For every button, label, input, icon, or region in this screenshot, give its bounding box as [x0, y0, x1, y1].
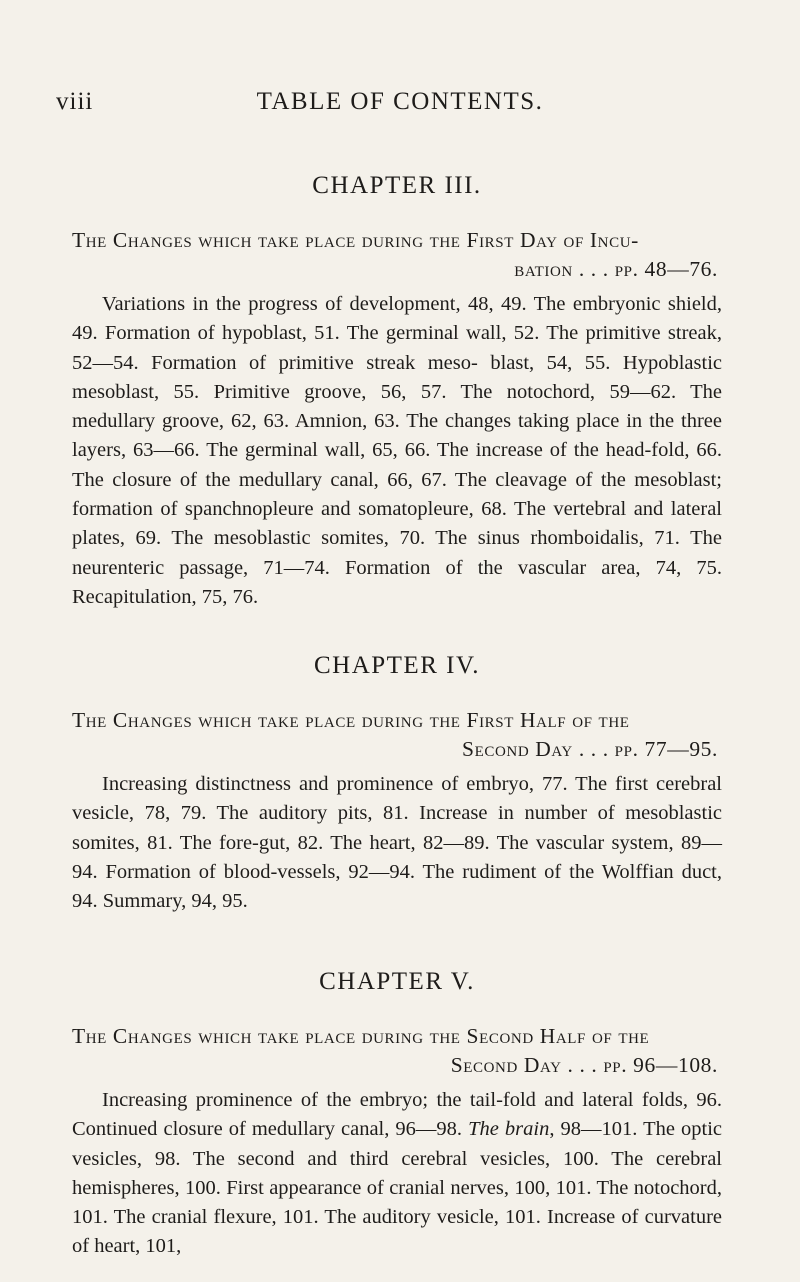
- running-title: TABLE OF CONTENTS.: [256, 88, 544, 115]
- chapter-subject-line1: The Changes which take place during the First Half of the: [72, 708, 630, 732]
- chapter-5-entry: [72, 968, 722, 1282]
- chapter-heading: CHAPTER V.: [319, 968, 475, 995]
- chapter-subject-line1: The Changes which take place during the Second Half of the: [72, 1024, 650, 1048]
- chapter-subject: [72, 1022, 722, 1080]
- chapter-subject: [72, 226, 722, 284]
- chapter-heading: CHAPTER III.: [312, 172, 482, 199]
- chapter-subject-line2: Second Day . . . pp. 77—95.: [462, 737, 718, 761]
- summary-text: , 98—101. The optic vesicles, 98. The second and third cerebral vesicles, 100. The cerebral hemispheres, 100. First appearance of cranial nerves, 100, 101. The notochord, 101. The cranial flexure, 101. The auditory vesicle, 101. Increase of curvature of heart, 101,: [72, 1118, 722, 1258]
- chapter-summary: Increasing distinctness and prominence of embryo, 77. The first cerebral vesicle, 78, 79. The auditory pits, 81. Increase in number of mesoblastic somites, 81. The fore-gut, 82. The heart, 82—89. The vascular system, 89—94. Formation of blood-vessels, 92—94. The rudiment of the Wolffian duct, 94. Summary, 94, 95.: [72, 773, 722, 913]
- chapter-subject-line2: Second Day . . . pp. 96—108.: [450, 1053, 718, 1077]
- chapter-summary: [72, 1086, 722, 1262]
- chapter-summary: Variations in the progress of development, 48, 49. The embryonic shield, 49. Formation of hypoblast, 51. The germinal wall, 52. The primitive streak, 52—54. Formation of primitive streak meso- blast, 54, 55. Hypoblastic mesoblast, 55. Primitive groove, 56, 57. The notochord, 59—62. The medullary groove, 62, 63. Amnion, 63. The changes taking place in the three layers, 63—66. The germinal wall, 65, 66. The increase of the head-fold, 66. The closure of the medullary canal, 66, 67. The cleavage of the mesoblast; formation of spanchnopleure and somatopleure, 68. The vertebral and lateral plates, 69. The mesoblastic somites, 70. The sinus rhomboidalis, 71. The neurenteric passage, 71—74. Formation of the vascular area, 74, 75. Recapitulation, 75, 76.: [72, 293, 722, 608]
- chapter-subject: [72, 706, 722, 764]
- running-head: [56, 88, 744, 118]
- chapter-4-entry: [72, 652, 722, 937]
- chapter-subject-line2: bation . . . pp. 48—76.: [514, 257, 718, 281]
- chapter-3-entry: [72, 172, 722, 633]
- chapter-heading: CHAPTER IV.: [313, 652, 481, 679]
- summary-italic-text: The brain: [468, 1118, 550, 1141]
- chapter-subject-line1: The Changes which take place during the First Day of Incu-: [72, 228, 639, 252]
- page-number: viii: [56, 88, 94, 115]
- summary-text: Increasing prominence of the embryo; the tail-fold and lateral folds, 96. Continued closure of medullary canal, 96—98.: [72, 1089, 722, 1141]
